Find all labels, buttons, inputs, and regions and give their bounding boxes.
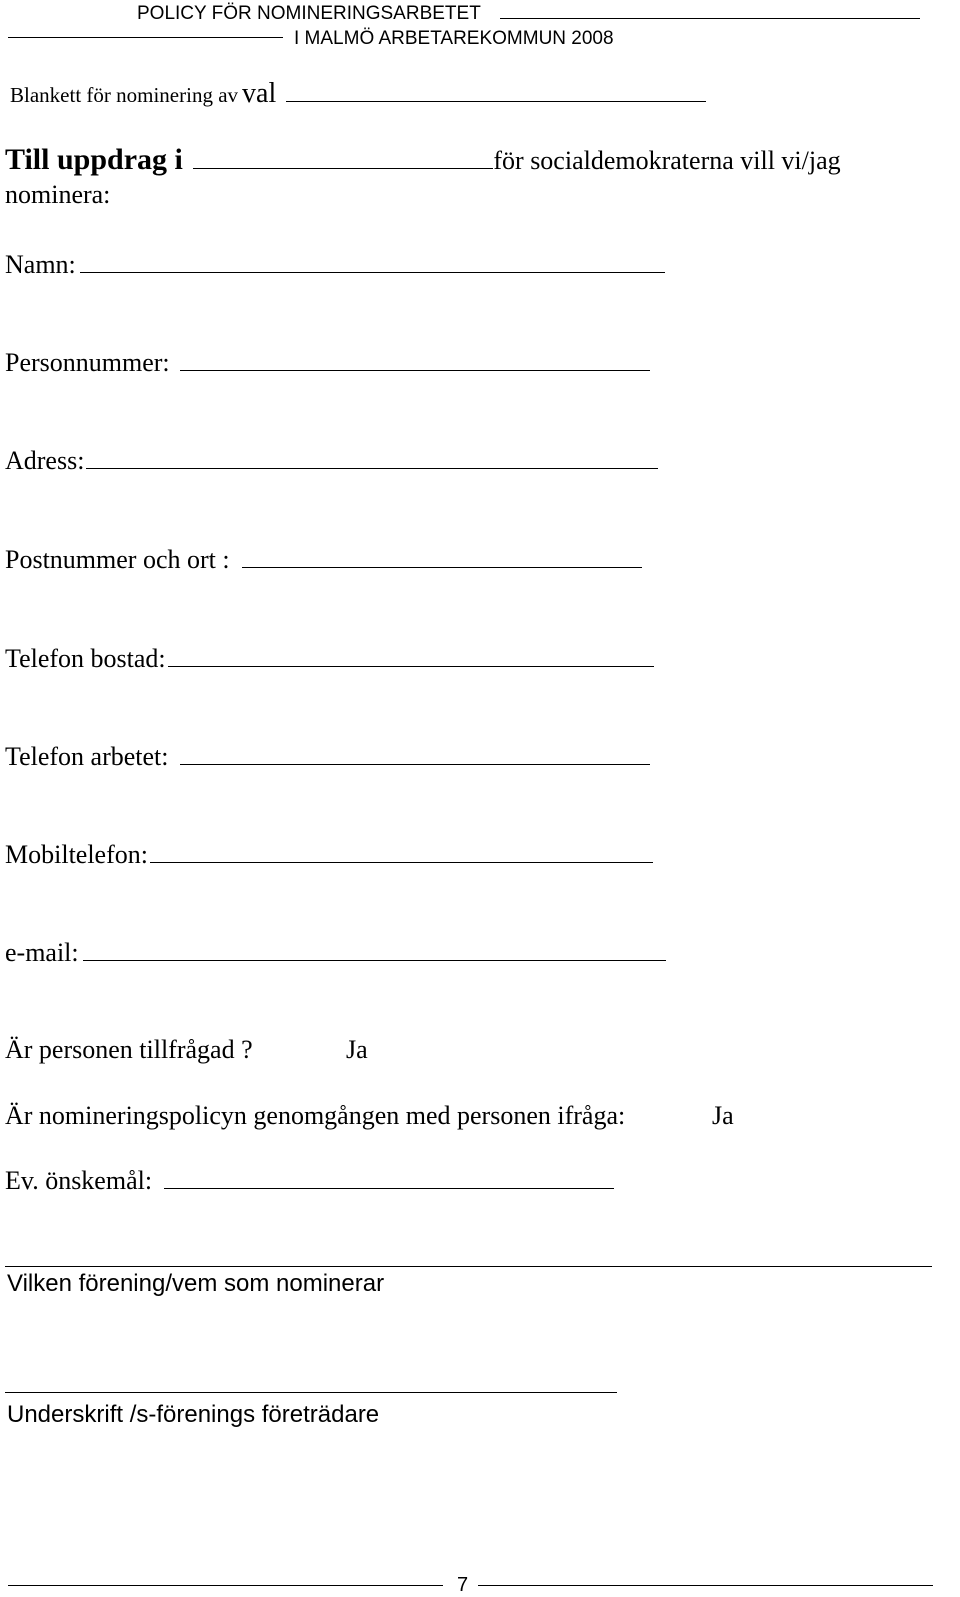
header-title: POLICY FÖR NOMINERINGSARBETET	[137, 3, 481, 24]
mobiltelefon-label: Mobiltelefon:	[5, 840, 148, 869]
uppdrag-label: Till uppdrag i	[5, 143, 183, 176]
telefon-bostad-blank[interactable]	[168, 666, 654, 667]
form-type-line	[10, 78, 706, 110]
namn-field	[5, 250, 665, 280]
form-type-val: val	[242, 78, 277, 109]
personnummer-field	[5, 348, 650, 378]
telefon-arbetet-blank[interactable]	[180, 764, 650, 765]
uppdrag-suffix: för socialdemokraterna vill vi/jag	[493, 146, 841, 175]
val-blank[interactable]	[286, 101, 706, 102]
header-subtitle: I MALMÖ ARBETAREKOMMUN 2008	[294, 28, 614, 49]
onskemal-blank[interactable]	[164, 1188, 614, 1189]
onskemal-field	[5, 1166, 614, 1196]
nominera-label: nominera:	[5, 180, 111, 209]
footer-rule-left	[8, 1585, 443, 1586]
email-field	[5, 938, 666, 968]
personnummer-label: Personnummer:	[5, 348, 170, 377]
mobiltelefon-blank[interactable]	[150, 862, 653, 863]
uppdrag-blank[interactable]	[193, 168, 493, 169]
telefon-arbetet-label: Telefon arbetet:	[5, 742, 169, 771]
signature-caption: Underskrift /s-förenings företrädare	[7, 1401, 380, 1428]
telefon-arbetet-field	[5, 742, 650, 772]
adress-label: Adress:	[5, 446, 85, 475]
nominator-caption: Vilken förening/vem som nominerar	[7, 1270, 385, 1297]
tillfragad-answer[interactable]: Ja	[346, 1035, 368, 1064]
page-number: 7	[457, 1574, 469, 1596]
tillfragad-question: Är personen tillfrågad ?	[5, 1035, 253, 1064]
namn-blank[interactable]	[80, 272, 665, 273]
header-rule-top	[500, 18, 920, 19]
signature-line[interactable]	[5, 1392, 617, 1393]
telefon-bostad-field	[5, 644, 654, 674]
postnummer-label: Postnummer och ort :	[5, 545, 230, 574]
header-rule-left	[8, 37, 283, 38]
policy-answer[interactable]: Ja	[712, 1101, 734, 1130]
adress-blank[interactable]	[86, 468, 658, 469]
namn-label: Namn:	[5, 250, 76, 279]
footer-rule-right	[478, 1585, 933, 1586]
nominator-line[interactable]	[5, 1266, 932, 1267]
postnummer-blank[interactable]	[242, 567, 642, 568]
onskemal-label: Ev. önskemål:	[5, 1166, 153, 1195]
mobiltelefon-field	[5, 840, 653, 870]
form-type-label: Blankett för nominering av	[10, 83, 239, 107]
email-blank[interactable]	[83, 960, 666, 961]
uppdrag-line	[5, 143, 841, 177]
postnummer-field	[5, 545, 642, 575]
email-label: e-mail:	[5, 938, 79, 967]
policy-question: Är nomineringspolicyn genomgången med personen ifråga:	[5, 1101, 626, 1130]
telefon-bostad-label: Telefon bostad:	[5, 644, 166, 673]
adress-field	[5, 446, 658, 476]
personnummer-blank[interactable]	[180, 370, 650, 371]
